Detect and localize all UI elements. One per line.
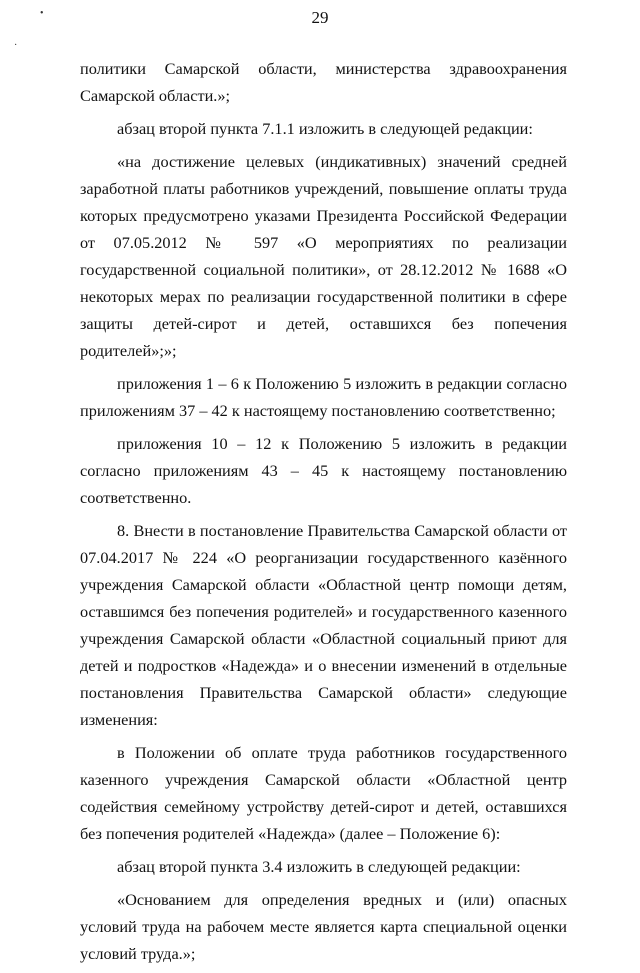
paragraph-quoted-text-3-4: «Основанием для определения вредных и (или) опасных условий труда на рабочем месте является карта специальной оценки условий труда.»; xyxy=(80,890,567,963)
paragraph-item-8: 8. Внести в постановление Правительства Самарской области от 07.04.2017 № 224 «О реорганизации государственного казённого учреждения Самарской области «Областной центр помощи детям, оставшимся без попечения родителей» и государственного казенного учреждения Самарской области «Областной социальный приют для детей и подростков «Надежда» и о внесении изменений в отдельные постановления Правительства Самарской области» следующие изменения: xyxy=(80,521,567,729)
paragraph-appendices-1-6: приложения 1 – 6 к Положению 5 изложить в редакции согласно приложениям 37 – 42 к настоящему постановлению соответственно; xyxy=(80,374,567,420)
paragraph-appendices-10-12: приложения 10 – 12 к Положению 5 изложить в редакции согласно приложениям 43 – 45 к настоящему постановлению соответственно. xyxy=(80,434,567,507)
paragraph-amendment-3-4: абзац второй пункта 3.4 изложить в следующей редакции: xyxy=(117,857,521,876)
paragraph-regulation-6: в Положении об оплате труда работников государственного казенного учреждения Самарской области «Областной центр содействия семейному устройству детей-сирот и детей, оставшихся без попечения родителей «Надежда» (далее – Положение 6): xyxy=(80,743,567,843)
scan-mark-top: • xyxy=(40,8,44,19)
document-body xyxy=(80,55,567,973)
page-number: 29 xyxy=(311,8,329,27)
paragraph-amendment-7-1-1: абзац второй пункта 7.1.1 изложить в следующей редакции: xyxy=(117,119,533,138)
scan-mark-left: · xyxy=(14,40,18,51)
paragraph-continuation: политики Самарской области, министерства здравоохранения Самарской области.»; xyxy=(80,59,567,105)
paragraph-quoted-text: «на достижение целевых (индикативных) значений средней заработной платы работников учреждений, повышение оплаты труда которых предусмотрено указами Президента Российской Федерации от 07.05.2012 № 597 «О мероприятиях по реализации государственной социальной политики», от 28.12.2012 № 1688 «О некоторых мерах по реализации государственной политики в сфере защиты детей-сирот и детей, оставшихся без попечения родителей»;»; xyxy=(80,152,567,360)
